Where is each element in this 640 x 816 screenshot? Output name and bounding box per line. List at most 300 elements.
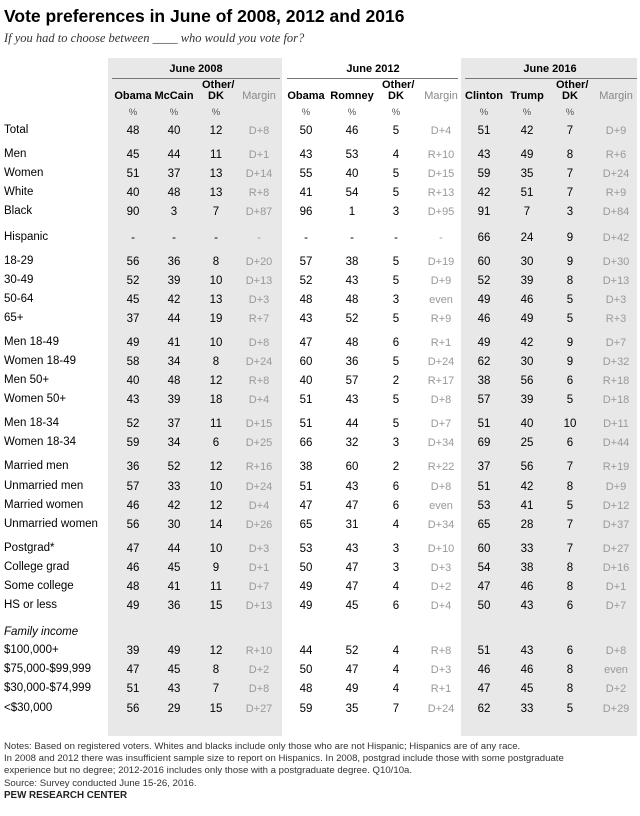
margin-cell: D+24 [427,356,455,368]
margin-cell: D+20 [245,256,273,268]
value-cell: 6 [392,337,400,349]
percent-label: % [211,107,221,118]
row-label: Men [4,148,27,160]
value-cell: 45 [345,600,359,612]
value-cell: 41 [167,337,181,349]
value-cell: 43 [520,645,534,657]
value-cell: 36 [126,461,140,473]
percent-label: % [479,107,489,118]
value-cell: 48 [345,294,359,306]
row-label: Women 50+ [4,393,67,405]
value-cell: 46 [520,294,534,306]
value-cell: 3 [392,437,400,449]
value-cell: 60 [477,543,491,555]
column-header: McCain [154,90,194,102]
margin-cell: D+4 [248,500,270,512]
margin-cell: D+18 [602,394,630,406]
group-header: June 2016 [523,63,577,75]
margin-cell: R+18 [602,375,630,387]
value-cell: 8 [212,356,220,368]
row-label: 18-29 [4,255,34,267]
value-cell: 36 [167,256,181,268]
value-cell: 48 [167,375,181,387]
column-header: Trump [510,90,544,102]
value-cell: - [172,232,176,244]
row-label: $75,000-$99,999 [4,663,91,675]
margin-cell: R+8 [248,375,270,387]
value-cell: 51 [477,125,491,137]
row-label: Men 50+ [4,374,50,386]
margin-cell: D+1 [248,562,270,574]
margin-cell: D+2 [605,683,627,695]
value-cell: - [350,232,354,244]
row-label: College grad [4,561,70,573]
value-cell: 13 [209,187,223,199]
value-cell: 47 [345,664,359,676]
value-cell: 9 [566,337,574,349]
margin-cell: D+1 [605,581,627,593]
margin-cell: D+27 [602,543,630,555]
margin-cell: D+16 [602,562,630,574]
margin-cell: D+29 [602,703,630,715]
value-cell: 13 [209,168,223,180]
value-cell: 4 [392,519,400,531]
column-header: Obama [287,90,325,102]
value-cell: 7 [566,125,574,137]
margin-cell: D+8 [430,394,452,406]
margin-cell: D+37 [602,519,630,531]
value-cell: 53 [345,149,359,161]
value-cell: 48 [126,125,140,137]
value-cell: 65 [477,519,491,531]
margin-cell: D+8 [605,645,627,657]
value-cell: 52 [126,418,140,430]
margin-cell: R+10 [245,645,273,657]
value-cell: 51 [126,683,140,695]
value-cell: 5 [566,500,574,512]
value-cell: 3 [392,562,400,574]
value-cell: 59 [477,168,491,180]
value-cell: 96 [299,206,313,218]
note-line: In 2008 and 2012 there was insufficient sample size to report on Hispanics. In 2008, postgrad include those with some postgraduate [4,753,564,765]
value-cell: 41 [167,581,181,593]
value-cell: 37 [477,461,491,473]
margin-cell: R+13 [427,187,455,199]
margin-cell: D+2 [248,664,270,676]
value-cell: 4 [392,664,400,676]
value-cell: 69 [477,437,491,449]
margin-cell: D+3 [430,664,452,676]
value-cell: 45 [167,664,181,676]
margin-cell: D+13 [245,275,273,287]
value-cell: 5 [392,418,400,430]
value-cell: 8 [566,275,574,287]
value-cell: 47 [345,562,359,574]
value-cell: 53 [477,500,491,512]
value-cell: 60 [299,356,313,368]
margin-cell: D+9 [605,481,627,493]
value-cell: 51 [477,418,491,430]
value-cell: 33 [520,543,534,555]
value-cell: 12 [209,645,223,657]
margin-cell: R+7 [248,313,270,325]
value-cell: 24 [520,232,534,244]
value-cell: 60 [345,461,359,473]
margin-cell: D+32 [602,356,630,368]
value-cell: 1 [348,206,356,218]
value-cell: 52 [167,461,181,473]
value-cell: 49 [299,600,313,612]
value-cell: 10 [209,337,223,349]
value-cell: 43 [345,543,359,555]
value-cell: 6 [392,600,400,612]
value-cell: 46 [345,125,359,137]
value-cell: 10 [563,418,577,430]
column-header: Margin [599,90,633,102]
value-cell: 8 [212,664,220,676]
group-header: June 2008 [169,63,223,75]
margin-cell: D+7 [248,581,270,593]
value-cell: 5 [392,168,400,180]
value-cell: 62 [477,356,491,368]
value-cell: 56 [520,461,534,473]
value-cell: 48 [299,683,313,695]
value-cell: 11 [210,418,222,430]
value-cell: 3 [566,206,574,218]
row-label: Postgrad* [4,542,55,554]
value-cell: 3 [392,294,400,306]
value-cell: 38 [299,461,313,473]
percent-label: % [522,107,532,118]
row-label: 50-64 [4,293,34,305]
value-cell: 43 [126,394,140,406]
value-cell: 15 [209,703,223,715]
margin-cell: D+7 [430,418,452,430]
value-cell: 66 [299,437,313,449]
margin-cell: D+34 [427,519,455,531]
value-cell: 2 [392,375,400,387]
value-cell: 8 [566,562,574,574]
value-cell: 7 [566,543,574,555]
value-cell: 47 [126,543,140,555]
value-cell: 7 [392,703,400,715]
margin-cell: D+15 [427,168,455,180]
value-cell: 5 [392,275,400,287]
value-cell: 5 [392,256,400,268]
margin-cell: R+1 [430,337,452,349]
value-cell: 43 [345,275,359,287]
margin-cell: D+13 [245,600,273,612]
margin-cell: D+34 [427,437,455,449]
row-label: $30,000-$74,999 [4,682,91,694]
value-cell: 6 [566,375,574,387]
value-cell: 7 [523,206,531,218]
value-cell: 5 [566,703,574,715]
value-cell: 42 [520,481,534,493]
margin-cell: R+1 [430,683,452,695]
value-cell: - [214,232,218,244]
row-label: Women 18-49 [4,355,77,367]
value-cell: 51 [299,394,313,406]
value-cell: 5 [392,187,400,199]
value-cell: 33 [167,481,181,493]
value-cell: 4 [392,581,400,593]
value-cell: 51 [299,418,313,430]
margin-cell: D+1 [248,149,270,161]
value-cell: 7 [566,187,574,199]
value-cell: 51 [299,481,313,493]
value-cell: 5 [566,313,574,325]
margin-cell: D+13 [602,275,630,287]
value-cell: 8 [566,581,574,593]
row-label: 30-49 [4,274,34,286]
column-header: Margin [242,90,276,102]
value-cell: 47 [345,581,359,593]
margin-cell: even [429,500,453,512]
percent-label: % [169,107,179,118]
margin-cell: R+8 [430,645,452,657]
margin-cell: D+15 [245,418,273,430]
page-subtitle: If you had to choose between ____ who would you vote for? [4,31,305,45]
value-cell: 49 [167,645,181,657]
value-cell: 54 [345,187,359,199]
margin-cell: D+24 [427,703,455,715]
value-cell: 43 [299,313,313,325]
value-cell: 42 [167,294,181,306]
value-cell: 62 [477,703,491,715]
value-cell: 59 [126,437,140,449]
row-label: 65+ [4,312,24,324]
margin-cell: D+84 [602,206,630,218]
margin-cell: D+7 [605,600,627,612]
value-cell: 4 [392,683,400,695]
value-cell: 46 [477,313,491,325]
value-cell: 6 [212,437,220,449]
value-cell: 37 [167,168,181,180]
margin-cell: D+3 [248,543,270,555]
margin-cell: D+8 [248,337,270,349]
value-cell: 31 [345,519,359,531]
value-cell: 34 [167,356,181,368]
value-cell: 39 [520,394,534,406]
value-cell: 45 [126,149,140,161]
margin-cell: R+8 [248,187,270,199]
value-cell: 49 [126,600,140,612]
footer-brand: PEW RESEARCH CENTER [4,790,128,801]
percent-label: % [301,107,311,118]
value-cell: 48 [126,581,140,593]
row-label: Married women [4,499,84,511]
row-label: Some college [4,580,74,592]
value-cell: 6 [392,481,400,493]
value-cell: 8 [212,256,220,268]
value-cell: 9 [566,256,574,268]
value-cell: 45 [126,294,140,306]
value-cell: 60 [477,256,491,268]
value-cell: 57 [299,256,313,268]
value-cell: 37 [167,418,181,430]
value-cell: 39 [126,645,140,657]
value-cell: 6 [566,437,574,449]
value-cell: 49 [299,581,313,593]
value-cell: 12 [209,500,223,512]
column-header: Other/ DK [202,79,235,102]
value-cell: 40 [167,125,181,137]
note-line: experience but no degree; 2012-2016 includes only those with a postgraduate degree. Q10/10a. [4,765,413,777]
value-cell: 52 [477,275,491,287]
row-label: Men 18-49 [4,336,59,348]
value-cell: 5 [566,394,574,406]
margin-cell: D+3 [605,294,627,306]
value-cell: 15 [209,600,223,612]
row-label: Women [4,167,44,179]
value-cell: 54 [477,562,491,574]
row-label: <$30,000 [4,702,53,714]
value-cell: 25 [520,437,534,449]
value-cell: 33 [520,703,534,715]
value-cell: 49 [520,149,534,161]
margin-cell: D+2 [430,581,452,593]
value-cell: 66 [477,232,491,244]
row-label: Married men [4,460,69,472]
value-cell: 41 [299,187,313,199]
value-cell: 2 [392,461,400,473]
value-cell: 47 [126,664,140,676]
value-cell: 10 [209,543,223,555]
value-cell: 32 [345,437,359,449]
value-cell: 50 [299,664,313,676]
value-cell: 57 [126,481,140,493]
value-cell: 46 [477,664,491,676]
margin-cell: R+9 [605,187,627,199]
value-cell: 3 [392,206,400,218]
value-cell: 4 [392,149,400,161]
column-header: Margin [424,90,458,102]
column-header: Clinton [465,90,503,102]
value-cell: 10 [209,275,223,287]
value-cell: 6 [392,500,400,512]
value-cell: 7 [212,683,220,695]
margin-cell: R+9 [430,313,452,325]
percent-label: % [391,107,401,118]
value-cell: 30 [520,356,534,368]
margin-cell: D+24 [245,356,273,368]
page-title: Vote preferences in June of 2008, 2012 and 2016 [4,6,405,26]
value-cell: 47 [299,337,313,349]
source-line: Source: Survey conducted June 15-26, 2016. [4,777,197,789]
value-cell: 90 [126,206,140,218]
value-cell: 57 [345,375,359,387]
value-cell: 56 [126,519,140,531]
value-cell: - [131,232,135,244]
value-cell: 36 [345,356,359,368]
margin-cell: D+3 [430,562,452,574]
margin-cell: D+4 [430,600,452,612]
margin-cell: D+24 [245,481,273,493]
value-cell: 45 [167,562,181,574]
margin-cell: D+30 [602,256,630,268]
row-label: $100,000+ [4,644,59,656]
value-cell: 12 [209,125,223,137]
value-cell: 42 [520,337,534,349]
value-cell: 6 [566,600,574,612]
value-cell: 49 [477,337,491,349]
margin-cell: D+95 [427,206,455,218]
column-header: Other/ DK [382,79,415,102]
value-cell: 5 [392,125,400,137]
value-cell: 51 [477,481,491,493]
value-cell: 56 [126,703,140,715]
value-cell: 35 [520,168,534,180]
margin-cell: D+8 [248,683,270,695]
note-line: Notes: Based on registered voters. Whites and blacks include only those who are not Hispanic; Hispanics are of any race. [4,741,521,752]
value-cell: 12 [209,461,223,473]
value-cell: 50 [299,125,313,137]
value-cell: 44 [167,149,181,161]
value-cell: 43 [167,683,181,695]
row-label: Women 18-34 [4,436,77,448]
value-cell: 8 [566,664,574,676]
margin-cell: D+19 [427,256,455,268]
value-cell: 46 [520,664,534,676]
margin-cell: D+11 [603,418,629,430]
value-cell: 42 [167,500,181,512]
margin-cell: - [439,232,443,244]
value-cell: 48 [167,187,181,199]
value-cell: 11 [210,149,222,161]
value-cell: 42 [520,125,534,137]
value-cell: 10 [209,481,223,493]
value-cell: 50 [299,562,313,574]
value-cell: 44 [345,418,359,430]
notes [4,741,632,790]
value-cell: 38 [345,256,359,268]
value-cell: 45 [520,683,534,695]
margin-cell: D+7 [605,337,627,349]
value-cell: 4 [392,645,400,657]
value-cell: 40 [345,168,359,180]
value-cell: 59 [299,703,313,715]
margin-cell: D+26 [245,519,273,531]
margin-cell: D+44 [602,437,630,449]
value-cell: 8 [566,481,574,493]
value-cell: 58 [126,356,140,368]
value-cell: 41 [520,500,534,512]
margin-cell: even [604,664,628,676]
value-cell: 46 [126,562,140,574]
value-cell: 48 [299,294,313,306]
value-cell: 49 [477,294,491,306]
value-cell: 38 [477,375,491,387]
value-cell: 14 [209,519,223,531]
value-cell: 91 [477,206,491,218]
value-cell: 12 [209,375,223,387]
margin-cell: D+3 [248,294,270,306]
margin-cell: R+22 [427,461,455,473]
value-cell: 49 [520,313,534,325]
margin-cell: D+9 [605,125,627,137]
value-cell: 35 [345,703,359,715]
value-cell: 51 [520,187,534,199]
value-cell: 19 [209,313,223,325]
value-cell: 52 [299,275,313,287]
margin-cell: D+12 [602,500,630,512]
value-cell: 18 [209,394,223,406]
value-cell: 49 [126,337,140,349]
value-cell: 57 [477,394,491,406]
value-cell: 53 [299,543,313,555]
value-cell: 40 [299,375,313,387]
